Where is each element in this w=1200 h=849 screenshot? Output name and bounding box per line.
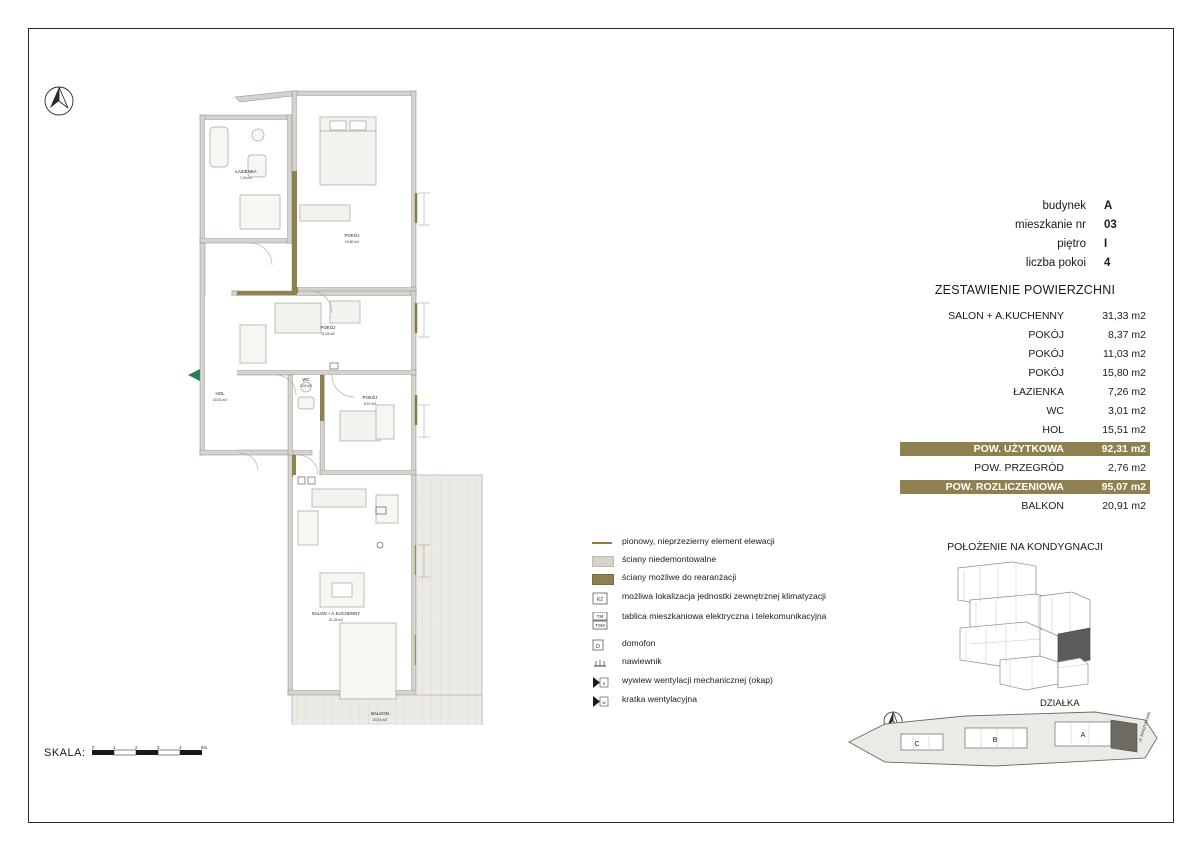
siteplan-highlight-building <box>1111 720 1137 752</box>
legend-label: ściany niedemontowalne <box>622 553 717 564</box>
area-name: BALKON <box>1021 500 1064 512</box>
solid-wall-icon <box>592 554 622 567</box>
area-value: 15,80 m2 <box>1102 367 1146 379</box>
area-row <box>900 423 1150 437</box>
room-label: ŁAZIENKA <box>235 169 257 174</box>
info-key: liczba pokoi <box>1025 257 1086 269</box>
elevation-line-icon <box>592 536 622 544</box>
keyplan-diagram <box>940 556 1120 701</box>
room-area: 3,01 m2 <box>299 384 313 388</box>
area-value: 3,01 m2 <box>1108 405 1146 417</box>
apartment-floor-plan <box>180 75 500 725</box>
legend-item <box>592 675 882 689</box>
svg-text:0: 0 <box>91 745 95 750</box>
area-name: POW. ROZLICZENIOWA <box>945 481 1064 493</box>
siteplan-building-label: B <box>992 737 998 744</box>
legend-label: możliwa lokalizacja jednostki zewnętrznej klimatyzacji <box>622 590 826 601</box>
room-area: 15,80 m2 <box>344 240 360 244</box>
area-row <box>900 404 1150 418</box>
vent-grille-icon <box>592 694 622 708</box>
area-name: POKÓJ <box>1028 367 1064 379</box>
area-name: POW. PRZEGRÓD <box>974 462 1064 474</box>
area-name: WC <box>1046 405 1064 417</box>
area-value: 2,76 m2 <box>1108 462 1146 474</box>
svg-text:D: D <box>596 643 600 650</box>
info-row <box>900 200 1150 212</box>
siteplan-building-label: C <box>914 741 920 748</box>
area-value: 15,51 m2 <box>1102 424 1146 436</box>
room-label: WC <box>302 377 310 382</box>
svg-text:K2: K2 <box>596 596 604 603</box>
area-row-usable <box>900 442 1150 456</box>
scale-bar <box>92 745 224 759</box>
area-value: 31,33 m2 <box>1102 310 1146 322</box>
legend-label: nawiewnik <box>622 656 662 666</box>
info-key: piętro <box>1057 238 1086 250</box>
info-row <box>900 219 1150 231</box>
kitchen-hood-icon <box>592 675 622 689</box>
info-value: 4 <box>1104 257 1111 269</box>
room-label: POKÓJ <box>320 325 336 330</box>
scale-bar-group <box>44 745 224 759</box>
svg-text:5m: 5m <box>200 745 207 750</box>
room-area: 7,26 m2 <box>239 176 253 180</box>
info-value: I <box>1104 238 1108 250</box>
siteplan-title: DZIAŁKA <box>1040 698 1080 709</box>
area-row <box>900 328 1150 342</box>
area-name: ŁAZIENKA <box>1013 386 1064 398</box>
legend-item <box>592 536 882 548</box>
air-inlet-icon <box>592 656 622 669</box>
room-area: 31,33 m2 <box>328 618 344 622</box>
siteplan-building-label: A <box>1080 732 1086 739</box>
siteplan-street-label: ul. KOSZYKOWA <box>1137 711 1152 743</box>
legend-label: tablica mieszkaniowa elektryczna i telekomunikacyjna <box>622 611 827 621</box>
room-label: SALON + A.KUCHENNY <box>311 611 361 616</box>
area-value: 20,91 m2 <box>1102 500 1146 512</box>
electrical-panel-icon <box>592 611 622 632</box>
room-label: POKÓJ <box>344 233 360 238</box>
legend-item <box>592 554 882 567</box>
legend-item <box>592 611 882 632</box>
room-area: 15,51 m2 <box>212 398 228 402</box>
ac-unit-icon <box>592 591 622 606</box>
room-area: 20,91 m2 <box>372 718 388 722</box>
info-row <box>900 238 1150 250</box>
area-name: HOL <box>1042 424 1064 436</box>
area-name: POKÓJ <box>1028 348 1064 360</box>
svg-text:w: w <box>602 700 606 705</box>
svg-text:3: 3 <box>156 745 160 750</box>
info-key: budynek <box>1042 200 1086 212</box>
keyplan-title: POŁOŻENIE NA KONDYGNACJI <box>947 541 1103 553</box>
area-value: 95,07 m2 <box>1101 481 1146 493</box>
legend <box>592 536 882 714</box>
room-label: HOL <box>215 391 225 396</box>
area-row <box>900 366 1150 380</box>
areas-title: ZESTAWIENIE POWIERZCHNI <box>934 283 1116 297</box>
area-value: 11,03 m2 <box>1103 348 1146 360</box>
info-key: mieszkanie nr <box>1015 219 1086 231</box>
room-label: POKÓJ <box>362 395 378 400</box>
svg-text:2: 2 <box>134 745 138 750</box>
svg-text:TSM: TSM <box>595 623 605 628</box>
legend-item <box>592 591 882 606</box>
info-value: A <box>1104 200 1113 212</box>
intercom-icon <box>592 638 622 651</box>
svg-text:o: o <box>602 680 606 686</box>
area-name: SALON + A.KUCHENNY <box>948 310 1064 322</box>
area-row <box>900 499 1150 513</box>
entrance-marker <box>188 369 200 381</box>
north-arrow-icon <box>40 82 78 120</box>
area-value: 92,31 m2 <box>1101 443 1146 455</box>
movable-wall-icon <box>592 572 622 585</box>
legend-item <box>592 694 882 708</box>
area-row <box>900 385 1150 399</box>
info-row <box>900 257 1150 269</box>
legend-label: pionowy, nieprzezierny element elewacji <box>622 536 775 546</box>
area-value: 7,26 m2 <box>1108 386 1146 398</box>
area-value: 8,37 m2 <box>1108 329 1146 341</box>
svg-text:TM: TM <box>596 614 604 619</box>
apartment-info-table <box>900 200 1150 518</box>
legend-label: wywiew wentylacji mechanicznej (okap) <box>622 674 773 685</box>
legend-item <box>592 572 882 585</box>
svg-text:4: 4 <box>178 745 182 750</box>
legend-item <box>592 638 882 651</box>
room-label: BALKON <box>371 711 389 716</box>
area-name: POKÓJ <box>1028 329 1064 341</box>
area-row <box>900 347 1150 361</box>
room-area: 8,37 m2 <box>363 402 377 406</box>
legend-item <box>592 656 882 669</box>
info-value: 03 <box>1104 219 1117 231</box>
scale-label: SKALA: <box>44 747 86 759</box>
legend-label: ściany możliwe do rearanżacji <box>622 572 737 582</box>
area-name: POW. UŻYTKOWA <box>973 443 1064 455</box>
legend-label: kratka wentylacyjna <box>622 694 697 704</box>
area-row <box>900 309 1150 323</box>
legend-label: domofon <box>622 637 656 648</box>
area-row-billing <box>900 480 1150 494</box>
room-area: 11,03 m2 <box>321 332 335 336</box>
svg-text:1: 1 <box>112 745 116 750</box>
siteplan-diagram <box>845 708 1160 770</box>
area-row <box>900 461 1150 475</box>
